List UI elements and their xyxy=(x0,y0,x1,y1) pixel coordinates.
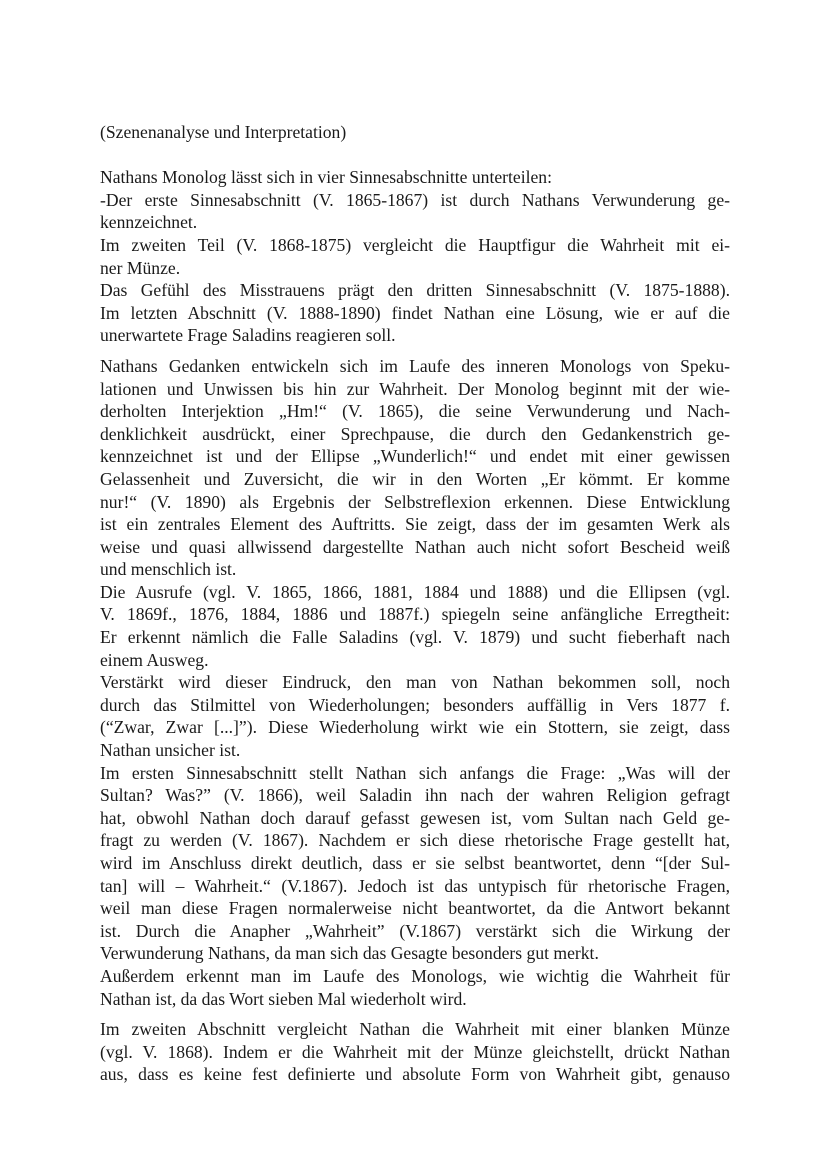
paragraph-second-section xyxy=(100,1018,730,1086)
text-line: hat, obwohl Nathan doch darauf gefasst gewesen ist, vom Sultan nach Geld ge- xyxy=(100,807,730,828)
text-line: Nathan unsicher ist. xyxy=(100,740,241,761)
text-line: aus, dass es keine fest definierte und absolute Form von Wahrheit gibt, genauso xyxy=(100,1064,730,1085)
text-line: Im letzten Abschnitt (V. 1888-1890) findet Nathan eine Lösung, wie er auf die xyxy=(100,302,730,323)
text-line: wird im Anschluss direkt deutlich, dass er sie selbst beantwortet, denn “[der Sul- xyxy=(100,853,730,873)
paragraph-analysis xyxy=(100,355,730,1010)
text-line: Nathan ist, da das Wort sieben Mal wiederholt wird. xyxy=(100,988,467,1009)
text-line: tan] will – Wahrheit.“ (V.1867). Jedoch ist das untypisch für rhetorische Fragen, xyxy=(100,875,730,896)
text-line: derholten Interjektion „Hm!“ (V. 1865), die seine Verwunderung und Nach- xyxy=(100,401,730,422)
text-line: Im ersten Sinnesabschnitt stellt Nathan sich anfangs die Frage: „Was will der xyxy=(100,762,730,783)
text-line: Er erkennt nämlich die Falle Saladins (vgl. V. 1879) und sucht fieberhaft nach xyxy=(100,627,730,648)
text-line: Sultan? Was?” (V. 1866), weil Saladin ihn nach der wahren Religion gefragt xyxy=(100,785,730,806)
text-line: (“Zwar, Zwar [...]”). Diese Wiederholung wirkt wie ein Stottern, sie zeigt, dass xyxy=(100,717,730,738)
text-line: Im zweiten Abschnitt vergleicht Nathan die Wahrheit mit einer blanken Münze xyxy=(100,1019,730,1040)
text-line: Im zweiten Teil (V. 1868-1875) vergleicht die Hauptfigur die Wahrheit mit ei- xyxy=(100,234,730,255)
text-line: kennzeichnet. xyxy=(100,212,198,233)
text-line: Verstärkt wird dieser Eindruck, den man von Nathan bekommen soll, noch xyxy=(100,672,730,693)
text-line: Gelassenheit und Zuversicht, die wir in den Worten „Er kömmt. Er komme xyxy=(100,468,730,489)
text-line: lationen und Unwissen bis hin zur Wahrheit. Der Monolog beginnt mit der wie- xyxy=(100,378,730,399)
text-line: nur!“ (V. 1890) als Ergebnis der Selbstreflexion erkennen. Diese Entwicklung xyxy=(100,491,730,512)
text-line: ist ein zentrales Element des Auftritts. Sie zeigt, dass der im gesamten Werk als xyxy=(100,514,730,535)
paragraph-intro xyxy=(100,166,730,347)
text-line: Außerdem erkennt man im Laufe des Monologs, wie wichtig die Wahrheit für xyxy=(100,965,730,986)
text-line: Verwunderung Nathans, da man sich das Gesagte besonders gut merkt. xyxy=(100,943,599,964)
text-line: V. 1869f., 1876, 1884, 1886 und 1887f.) spiegeln seine anfängliche Erregtheit: xyxy=(100,604,730,625)
text-line: und menschlich ist. xyxy=(100,559,237,580)
text-line: fragt zu werden (V. 1867). Nachdem er sich diese rhetorische Frage gestellt hat, xyxy=(100,830,730,851)
text-line: Das Gefühl des Misstrauens prägt den dritten Sinnesabschnitt (V. 1875-1888). xyxy=(100,280,730,301)
document-page xyxy=(100,121,730,1086)
text-line: unerwartete Frage Saladins reagieren soll. xyxy=(100,325,396,346)
text-line: ist. Durch die Anapher „Wahrheit” (V.1867) verstärkt sich die Wirkung der xyxy=(100,920,730,941)
text-line: weise und quasi allwissend dargestellte Nathan auch nicht sofort Bescheid weiß xyxy=(100,536,730,557)
document-heading: (Szenenanalyse und Interpretation) xyxy=(100,122,347,142)
text-line: Nathans Monolog lässt sich in vier Sinnesabschnitte unterteilen: xyxy=(100,167,552,188)
text-line: -Der erste Sinnesabschnitt (V. 1865-1867) ist durch Nathans Verwunderung ge- xyxy=(100,189,730,210)
text-line: Nathans Gedanken entwickeln sich im Laufe des inneren Monologs von Speku- xyxy=(100,355,730,376)
text-line: durch das Stilmittel von Wiederholungen; besonders auffällig in Vers 1877 f. xyxy=(100,694,730,715)
text-line: denklichkeit ausdrückt, einer Sprechpause, die durch den Gedankenstrich ge- xyxy=(100,423,730,444)
text-line: Die Ausrufe (vgl. V. 1865, 1866, 1881, 1884 und 1888) und die Ellipsen (vgl. xyxy=(100,581,730,602)
text-line: (vgl. V. 1868). Indem er die Wahrheit mit der Münze gleichstellt, drückt Nathan xyxy=(100,1041,730,1062)
text-line: ner Münze. xyxy=(100,257,181,278)
text-line: einem Ausweg. xyxy=(100,649,209,670)
text-line: kennzeichnet ist und der Ellipse „Wunderlich!“ und endet mit einer gewissen xyxy=(100,446,730,467)
text-line: weil man diese Fragen normalerweise nicht beantwortet, da die Antwort bekannt xyxy=(100,898,730,919)
